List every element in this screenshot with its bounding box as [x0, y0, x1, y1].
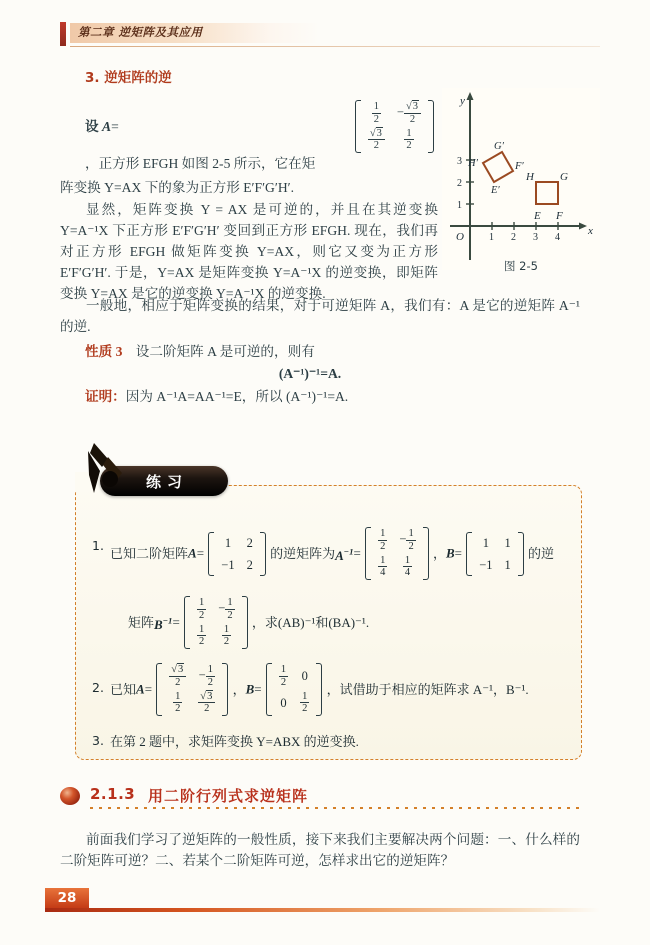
- paragraph-2: 一般地，相应于矩阵变换的结果，对于可逆矩阵 A，我们有：A 是它的逆矩阵 A⁻¹ 的逆.: [60, 298, 580, 334]
- running-head-rule: [70, 46, 600, 47]
- eq: =: [454, 545, 462, 561]
- square-efgh: [536, 182, 558, 204]
- matrix-cell: $\frac{1}{2}$: [302, 690, 308, 715]
- vertex-label-G-prime: G′: [494, 141, 504, 152]
- intro-matrix-line: [85, 100, 435, 174]
- intro-suffix: ，正方形 EFGH 如图 2-5 所示，它在矩: [85, 155, 316, 171]
- footer-rule: [45, 908, 600, 912]
- exercise-badge-label: 练习: [145, 473, 188, 491]
- exercise-1-text-c: 的逆: [528, 545, 555, 561]
- x-tick-label: 3: [533, 232, 538, 243]
- section-2-1-3-paragraph: 前面我们学习了逆矩阵的一般性质，接下来我们主要解决两个问题：一、什么样的二阶矩阵可逆？二、若某个二阶矩阵可逆，怎样求出它的逆矩阵？: [60, 832, 580, 868]
- exercise-item-3-number: 3.: [92, 733, 104, 748]
- exercise-1-lead: 已知二阶矩阵: [110, 545, 189, 561]
- bullet-sphere-icon: [60, 787, 80, 805]
- matrix-cell: $\frac{1}{4}$: [380, 554, 386, 579]
- property-line: [85, 341, 585, 362]
- exercise-2-matrix-A: [156, 663, 228, 716]
- proof-line: [85, 386, 585, 407]
- eq: =: [144, 681, 153, 697]
- eq: =: [172, 614, 180, 630]
- matrix-cell: 0: [280, 695, 287, 710]
- matrix-cell: $\frac{1}{2}$: [406, 127, 412, 152]
- vertex-label-E-prime: E′: [491, 185, 500, 196]
- exercise-1-matrix-B-inverse: [184, 596, 248, 649]
- exercise-item-1-line1: [110, 527, 570, 580]
- matrix-cell: $\frac{1}{2}$: [199, 623, 205, 648]
- exercise-2-mid: ，: [232, 681, 246, 697]
- matrix-cell: √ $\frac{3}{2}$: [362, 127, 391, 154]
- matrix-cell: 1: [482, 535, 490, 550]
- exercise-1-A-symbol: A: [188, 545, 197, 561]
- matrix-cell: − $\frac{1}{2}$: [218, 597, 233, 621]
- property-label: 性质 3: [85, 344, 123, 359]
- equals-sign: =: [111, 118, 119, 134]
- x-axis-arrow: [579, 223, 587, 230]
- exercise-item-1-line2: [128, 596, 568, 649]
- proof-label: 证明：: [85, 389, 126, 404]
- axis-label-y: y: [460, 95, 465, 107]
- figure-2-5: [442, 88, 600, 270]
- exercise-2-lead: 已知: [110, 681, 137, 697]
- matrix-cell: 1: [224, 535, 232, 550]
- section-title: 用二阶行列式求逆矩阵: [148, 787, 309, 805]
- section-dotted-rule: [90, 807, 580, 809]
- matrix-cell: $\frac{1}{2}$: [175, 690, 181, 715]
- x-tick-label: 2: [511, 232, 516, 243]
- matrix-cell: 2: [246, 535, 253, 550]
- matrix-A-symbol: A: [102, 118, 112, 134]
- figure-caption: 图 2-5: [504, 259, 538, 273]
- matrix-cell: 1: [504, 535, 511, 550]
- exercise-2-matrix-B: [266, 663, 323, 716]
- property-formula-text: (A⁻¹)⁻¹=A.: [278, 366, 342, 381]
- running-head-accent-bar: [60, 22, 66, 46]
- matrix-cell: − √ $\frac{3}{2}$: [391, 100, 427, 127]
- brush-pen-icon: [86, 441, 140, 499]
- exercise-1-line2-lead: 矩阵: [128, 614, 155, 630]
- matrix-cell: $\frac{1}{2}$: [199, 597, 205, 621]
- matrix-A-display: [355, 100, 434, 153]
- matrix-cell: $\frac{1}{4}$: [404, 554, 411, 579]
- axis-label-x: x: [588, 225, 593, 237]
- eq: =: [254, 681, 262, 697]
- exercise-item-3-text: 在第 2 题中，求矩阵变换 Y=ABX 的逆变换.: [110, 734, 359, 749]
- eq: =: [353, 545, 361, 561]
- matrix-cell: √ $\frac{3}{2}$: [163, 663, 192, 690]
- exercise-1-matrix-B: [466, 532, 524, 576]
- intro-line-2: 阵变换 Y=AX 下的象为正方形 E′F′G′H′.: [60, 180, 295, 195]
- running-head: [60, 22, 600, 48]
- proof-text: 因为 A⁻¹A=AA⁻¹=E，所以 (A⁻¹)⁻¹=A.: [125, 389, 349, 404]
- exercise-2-tail: ，试借助于相应的矩阵求 A⁻¹，B⁻¹.: [326, 681, 529, 697]
- y-axis-arrow: [467, 92, 474, 100]
- y-tick-label: 3: [457, 156, 462, 167]
- vertex-label-F-prime: F′: [515, 161, 524, 172]
- matrix-cell: 1: [504, 557, 511, 572]
- vertex-label-F: F: [556, 210, 563, 222]
- vertex-label-G: G: [560, 171, 568, 183]
- exercise-2-B-symbol: B: [245, 681, 255, 697]
- exercise-1-Binv-symbol: $B^{-1}$: [154, 615, 173, 632]
- matrix-cell: $\frac{1}{2}$: [380, 528, 386, 552]
- matrix-cell: −1: [479, 557, 493, 572]
- intro-prefix: 设: [85, 118, 102, 134]
- exercise-1-text-b: ，: [432, 545, 446, 561]
- matrix-cell: $\frac{1}{2}$: [223, 623, 230, 648]
- matrix-cell: − $\frac{1}{2}$: [198, 664, 213, 688]
- exercise-2-A-symbol: A: [136, 681, 145, 697]
- property-text: 设二阶矩阵 A 是可逆的，则有: [135, 344, 315, 359]
- vertex-label-E: E: [534, 210, 541, 222]
- figure-2-5-svg: [442, 88, 600, 270]
- subsection-heading-3: 3. 逆矩阵的逆: [85, 70, 172, 86]
- y-tick-label: 1: [457, 200, 462, 211]
- matrix-cell: − $\frac{1}{2}$: [399, 528, 414, 552]
- brush-ink-drop: [102, 471, 118, 487]
- exercise-1-Ainv-symbol: $A^{-1}$: [335, 546, 354, 563]
- matrix-cell: $\frac{1}{2}$: [373, 101, 380, 125]
- matrix-cell: √ $\frac{3}{2}$: [192, 690, 221, 717]
- exercise-1-B-symbol: B: [445, 545, 455, 561]
- exercise-item-2-number: 2.: [92, 680, 104, 695]
- matrix-cell: 2: [246, 557, 253, 572]
- exercise-1-matrix-A: [208, 532, 266, 576]
- page-number: 28: [57, 890, 77, 906]
- page-footer: [45, 888, 605, 914]
- running-head-title: 第二章 逆矩阵及其应用: [78, 25, 203, 39]
- exercise-item-2-line: [110, 663, 580, 716]
- x-tick-label: 1: [489, 232, 494, 243]
- x-tick-label: 4: [555, 232, 560, 243]
- exercise-1-text-a: 的逆矩阵为: [270, 545, 336, 561]
- section-2-1-3-heading: [60, 783, 580, 811]
- square-e-f-g-h-prime: [483, 152, 513, 182]
- eq: =: [196, 545, 205, 561]
- matrix-cell: 0: [301, 669, 308, 684]
- matrix-cell: $\frac{1}{2}$: [280, 664, 287, 688]
- section-number: 2.1.3: [90, 785, 136, 803]
- paragraph-1: 显然，矩阵变换 Y = AX 是可逆的，并且在其逆变换 Y=A⁻¹X 下正方形 E′F′G′H′ 变回到正方形 EFGH. 现在，我们再对正方形 EFGH 做矩阵变换 Y=AX，则它又变为正方形 E′F′G′H′. 于是，Y=AX 是矩阵变换 Y=A⁻¹X 的逆变换，即矩阵变换 Y=AX 是它的逆变换 Y=A⁻¹X 的逆变换.: [60, 202, 438, 301]
- vertex-label-H: H: [526, 171, 534, 183]
- exercise-1-line2-tail: ，求(AB)⁻¹和(BA)⁻¹.: [251, 614, 370, 630]
- exercise-1-matrix-A-inverse: [365, 527, 429, 580]
- y-tick-label: 2: [457, 178, 462, 189]
- axis-label-origin: O: [456, 231, 464, 243]
- matrix-cell: −1: [221, 557, 235, 572]
- exercise-item-1-number: 1.: [92, 538, 104, 553]
- property-formula: [60, 363, 560, 384]
- vertex-label-H-prime: H′: [468, 158, 478, 169]
